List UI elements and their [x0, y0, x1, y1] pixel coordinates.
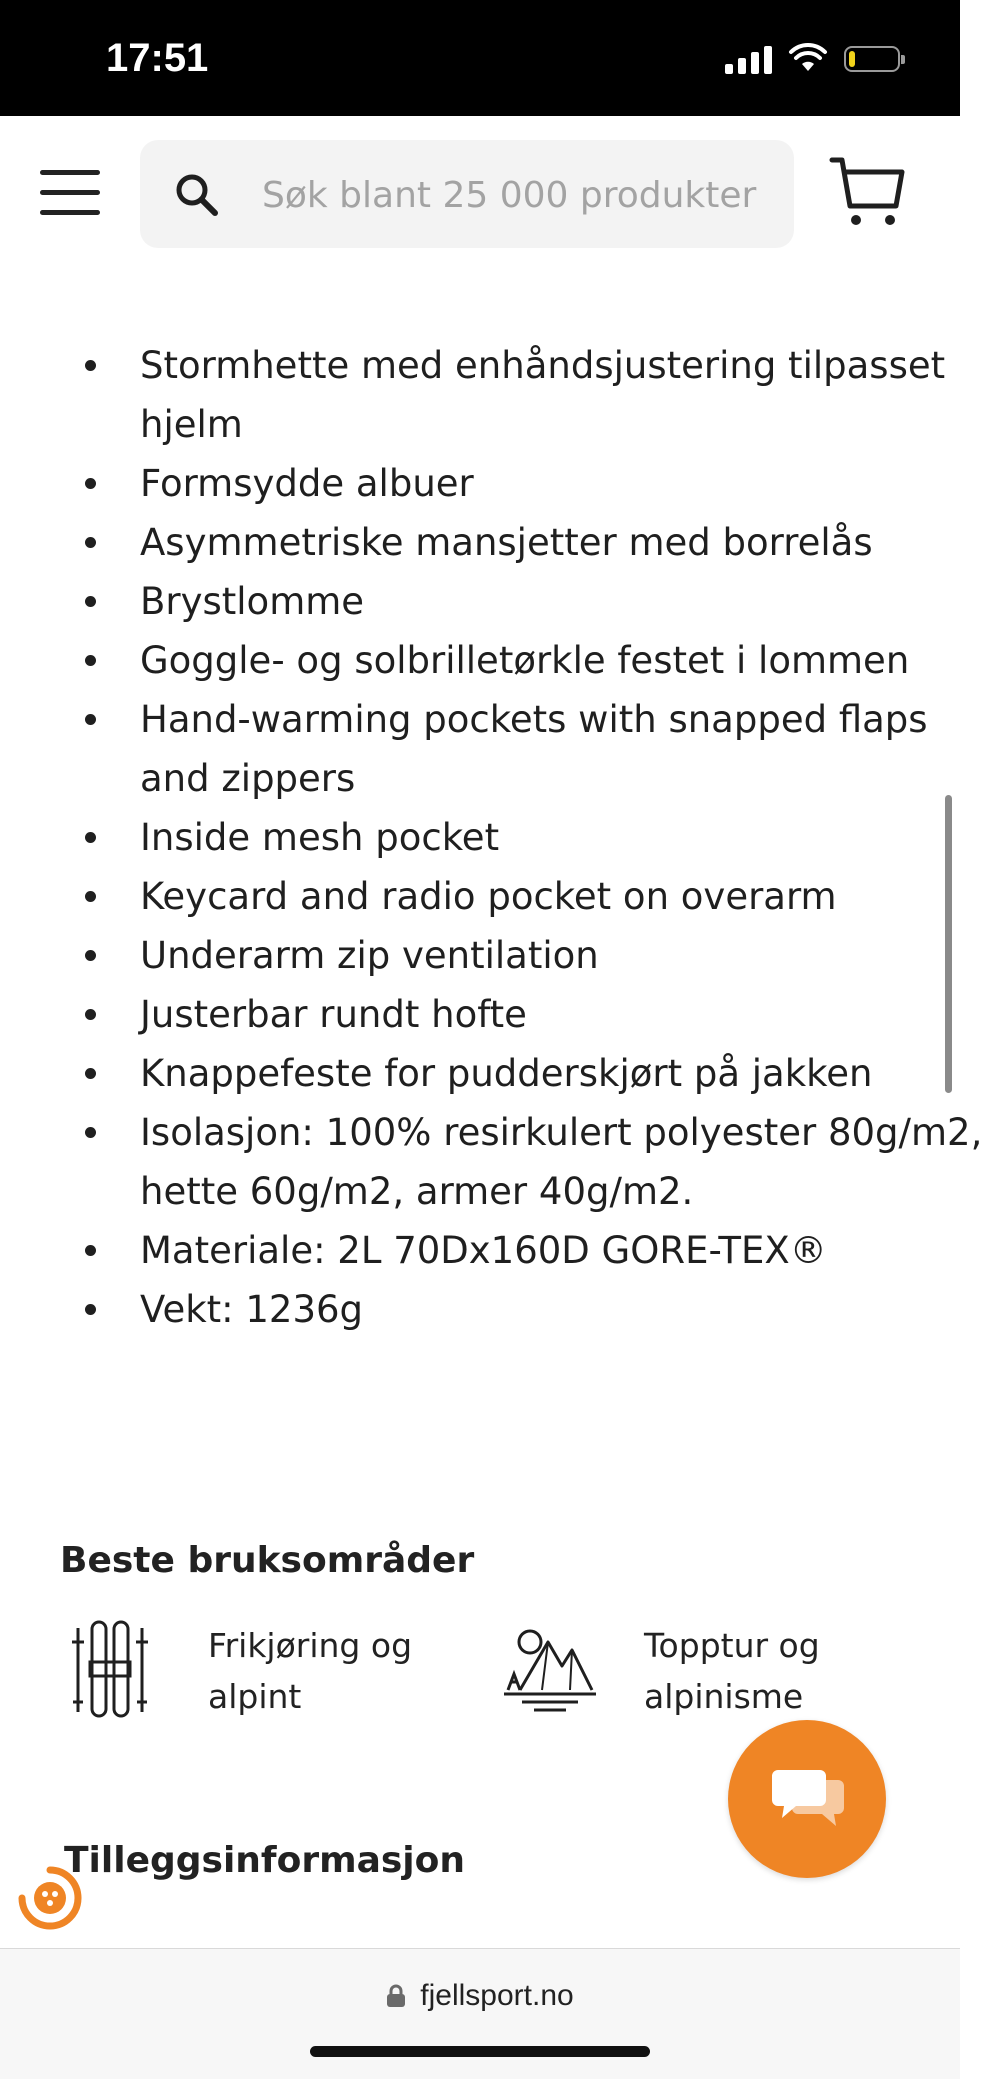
status-icons [725, 44, 900, 74]
status-time: 17:51 [106, 36, 209, 80]
status-bar [0, 0, 960, 116]
mountain-icon [500, 1620, 600, 1720]
use-item-label: Topptur og alpinisme [644, 1626, 820, 1716]
menu-icon[interactable] [40, 170, 100, 216]
feature-item: Asymmetriske mansjetter med borrelås [140, 513, 1000, 572]
lock-icon [386, 1984, 406, 2008]
feature-list [58, 336, 1000, 1339]
uses-heading: Beste bruksområder [60, 1540, 475, 1581]
feature-item: Brystlomme [140, 572, 1000, 631]
feature-item: Hand-warming pockets with snapped flaps and zippers [140, 690, 1000, 808]
use-item-ski-touring [500, 1620, 864, 1722]
feature-item: Materiale: 2L 70Dx160D GORE-TEX® [140, 1221, 1000, 1280]
feature-item: Vekt: 1236g [140, 1280, 1000, 1339]
feature-item: Formsydde albuer [140, 454, 1000, 513]
scrollbar[interactable] [945, 795, 952, 1093]
extra-info-heading[interactable]: Tilleggsinformasjon [64, 1840, 466, 1881]
rewards-icon[interactable] [14, 1862, 86, 1934]
site-header [0, 116, 960, 266]
wifi-icon [790, 45, 826, 73]
chat-button[interactable] [728, 1720, 886, 1878]
use-item-label: Frikjøring og alpint [208, 1626, 413, 1716]
url-text[interactable]: fjellsport.no [420, 1979, 574, 2012]
search-icon [174, 172, 220, 218]
feature-item: Keycard and radio pocket on overarm [140, 867, 1000, 926]
feature-item: Isolasjon: 100% resirkulert polyester 80g/m2, hette 60g/m2, armer 40g/m2. [140, 1103, 1000, 1221]
browser-address-bar[interactable] [0, 1948, 960, 2079]
feature-item: Stormhette med enhåndsjustering tilpasset hjelm [140, 336, 1000, 454]
feature-item: Knappefeste for pudderskjørt på jakken [140, 1044, 1000, 1103]
chat-icon [770, 1766, 846, 1832]
battery-icon [844, 46, 900, 72]
feature-item: Underarm zip ventilation [140, 926, 1000, 985]
feature-item: Justerbar rundt hofte [140, 985, 1000, 1044]
use-item-freeride [64, 1620, 428, 1722]
cart-icon[interactable] [830, 154, 906, 230]
feature-item: Inside mesh pocket [140, 808, 1000, 867]
skis-icon [64, 1620, 164, 1720]
home-indicator[interactable] [310, 2046, 650, 2057]
cellular-signal-icon [725, 44, 772, 74]
feature-item: Goggle- og solbrilletørkle festet i lommen [140, 631, 1000, 690]
search-input[interactable] [260, 158, 774, 232]
search-box[interactable] [140, 140, 794, 248]
battery-level [849, 51, 855, 67]
